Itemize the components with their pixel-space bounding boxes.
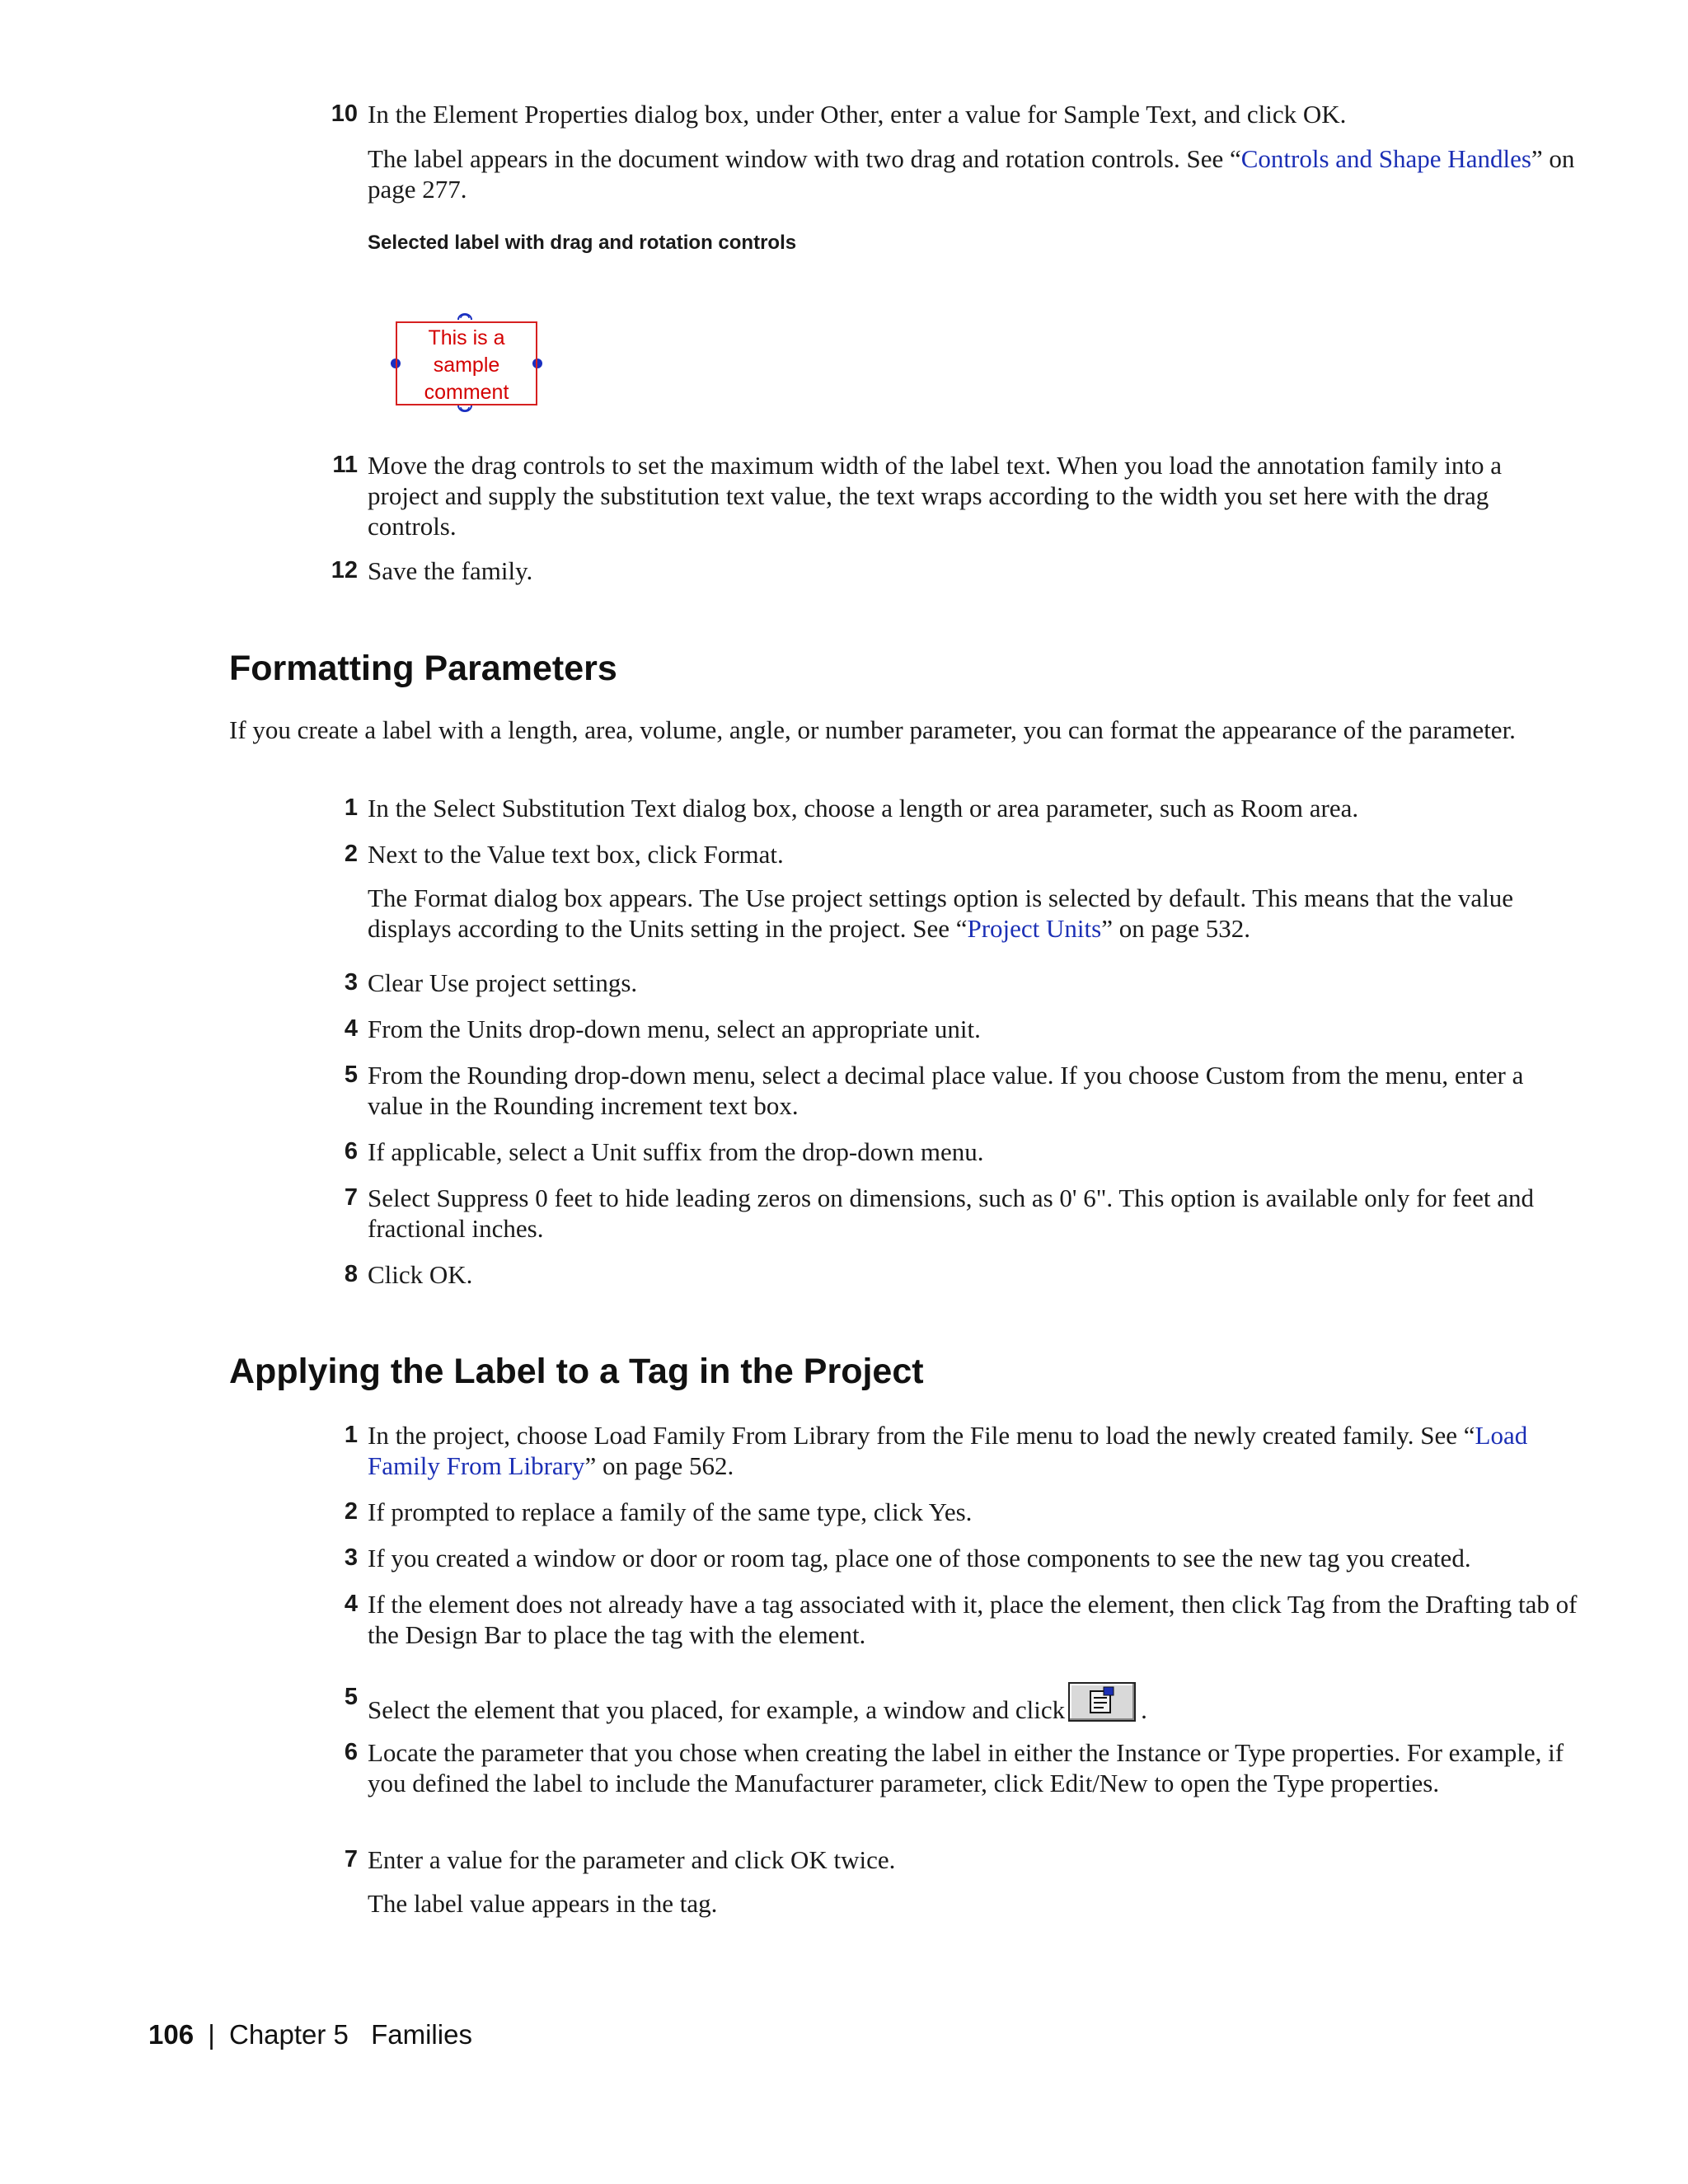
format-note-paragraph: The Format dialog box appears. The Use project settings option is selected by default. This means that the value displays according to the Units setting in the project. See “Project Units” on page 532. — [368, 883, 1514, 943]
heading-formatting-parameters: Formatting Parameters — [229, 649, 617, 688]
page-footer — [148, 2019, 472, 2050]
footer-title: Families — [371, 2019, 472, 2050]
label-figure — [387, 310, 552, 412]
rotation-control-top-icon — [458, 314, 471, 320]
page-number: 106 — [148, 2019, 195, 2050]
properties-icon — [1068, 1682, 1136, 1722]
rotation-control-bottom-icon — [458, 405, 471, 411]
closing-paragraph: The label value appears in the tag. — [368, 1889, 718, 1918]
document-page: 10 In the Element Properties dialog box, under Other, enter a value for Sample Text, and click OK. The label appears in the document window with two drag and rotation controls. See “Controls and Shape Handles” on page 277. Selected label with drag and rotation controls This is a sample comment 11 Move the drag controls to set the maximum width of the label text. When you load the annotation family into a project and supply the substitution text value, the text wraps according to the width you set here with the drag controls. 12 Save the family. Formatting Parameters If you create a label with a length, area, volume, angle, or number parameter, you can format the appearance of the parameter. 1 In the Select Substitution Text dialog box, choose a length or area parameter, such as Room area. 2 Next to the Value text box, click Format. The Format dialog box appears. The Use project settings option is selected by default. This means that the value displays according to the Units setting in the project. See “Project Units” on page 532. 3 Clear Use project settings. 4 From the Units drop-down menu, select an appropriate unit. 5 From the Rounding drop-down menu, select a decimal place value. If you choose Custom from the menu, enter a value in the Rounding increment text box. 6 If applicable, select a Unit suffix from the drop-down menu. 7 Select Suppress 0 feet to hide leading zeros on dimensions, such as 0' 6". This option is available only for feet and fractional inches. 8 Click OK. Applying the Label to a Tag in the Project 1 In the project, choose Load Family From Library from the File menu to load the newly created family. See “Load Family From Library” on page 562. 2 If prompted to replace a family of the same type, click Yes. 3 If you created a window or door or room tag, place one of those components to see the new tag you created. 4 If the element does not already have a tag associated with it, place the element, then click Tag from the Drafting tab of the Design Bar to place the tag with the element. 5 Select the element that you placed, for example, a window and click . 6 Locate the parameter that you chose when creating the label in either the Instance or Type properties. For example, if you defined the label to include the Manufacturer parameter, click Edit/New to open the Type properties. 7 Enter a value for the parameter and click OK twice. The label value appears in the tag. 106 | Chapter 5 Families — [148, 100, 1578, 2050]
sample-label-text: This is a sample comment — [424, 326, 509, 404]
load-family-link[interactable]: Load Family From Library — [368, 1421, 1528, 1480]
controls-link[interactable]: Controls and Shape Handles — [1240, 144, 1531, 173]
heading-applying-label: Applying the Label to a Tag in the Project — [229, 1352, 924, 1391]
note-paragraph: The label appears in the document window with two drag and rotation controls. See “Controls and Shape Handles” on page 277. — [368, 144, 1575, 204]
formatting-intro: If you create a label with a length, area, volume, angle, or number parameter, you can format the appearance of the parameter. — [229, 715, 1516, 744]
footer-chapter: Chapter 5 — [228, 2019, 349, 2050]
footer-separator: | — [208, 2019, 215, 2050]
project-units-link[interactable]: Project Units — [967, 914, 1102, 943]
figure-caption: Selected label with drag and rotation controls — [368, 232, 797, 254]
